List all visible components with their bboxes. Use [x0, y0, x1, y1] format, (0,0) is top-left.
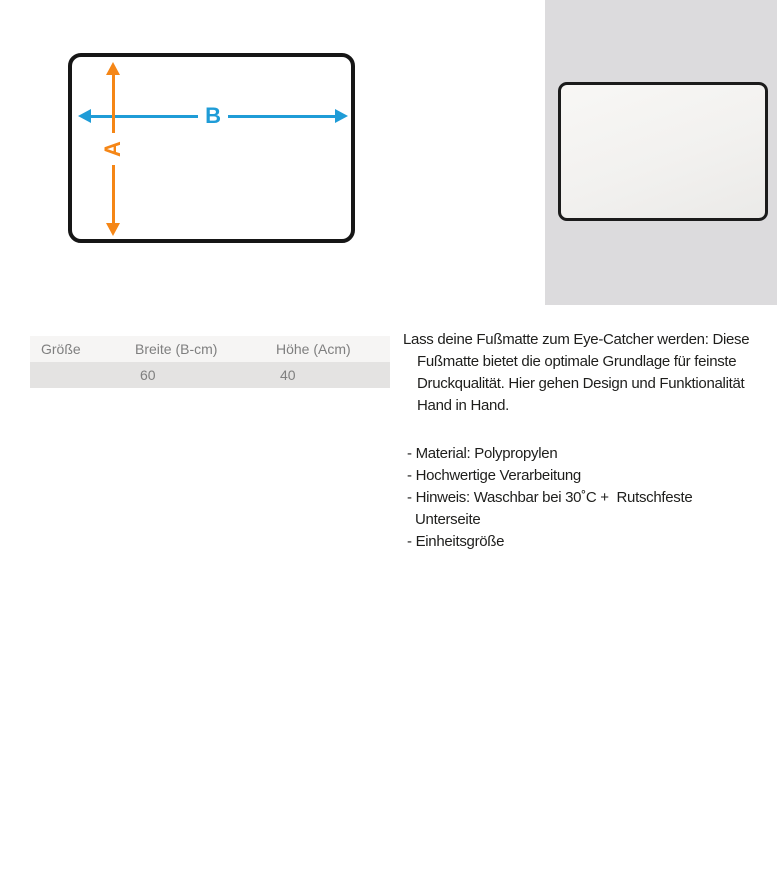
width-arrow-line — [228, 115, 335, 118]
doormat-image — [558, 82, 768, 221]
detail-item-verarbeitung: - Hochwertige Verarbeitung — [407, 467, 581, 484]
cell-groesse-value — [30, 362, 135, 388]
description-line: Lass deine Fußmatte zum Eye-Catcher werden: Diese — [403, 331, 750, 348]
detail-item-einheitsgroesse: - Einheitsgröße — [407, 533, 505, 550]
height-label: A — [99, 141, 125, 157]
arrow-right-icon — [335, 109, 348, 123]
product-image — [545, 0, 777, 305]
product-description — [403, 329, 777, 553]
detail-item-hinweis: - Hinweis: Waschbar bei 30˚C + Rutschfeste — [407, 489, 693, 506]
product-details-list — [403, 443, 777, 553]
detail-item-hinweis-continuation: Unterseite — [415, 511, 481, 528]
arrow-up-icon — [106, 62, 120, 75]
description-paragraph — [403, 329, 777, 417]
height-arrow-line — [112, 165, 115, 223]
width-label: B — [205, 103, 221, 128]
size-table-header-row — [30, 336, 390, 362]
description-line: Hand in Hand. — [417, 397, 509, 414]
description-line: Druckqualität. Hier gehen Design und Funktionalität — [417, 375, 745, 392]
arrow-left-icon — [78, 109, 91, 123]
size-table — [30, 336, 390, 388]
height-arrow — [99, 62, 125, 236]
cell-hoehe-value: 40 — [280, 367, 296, 383]
arrow-down-icon — [106, 223, 120, 236]
header-cell-breite: Breite (B-cm) — [135, 341, 218, 357]
height-arrow-line — [112, 75, 115, 133]
dimension-diagram — [68, 53, 355, 243]
cell-breite-value: 60 — [140, 367, 156, 383]
header-cell-groesse: Größe — [41, 341, 81, 357]
detail-item-material: - Material: Polypropylen — [407, 445, 558, 462]
size-table-data-row — [30, 362, 390, 388]
header-cell-hoehe: Höhe (Acm) — [276, 341, 351, 357]
description-line: Fußmatte bietet die optimale Grundlage für feinste — [417, 353, 737, 370]
